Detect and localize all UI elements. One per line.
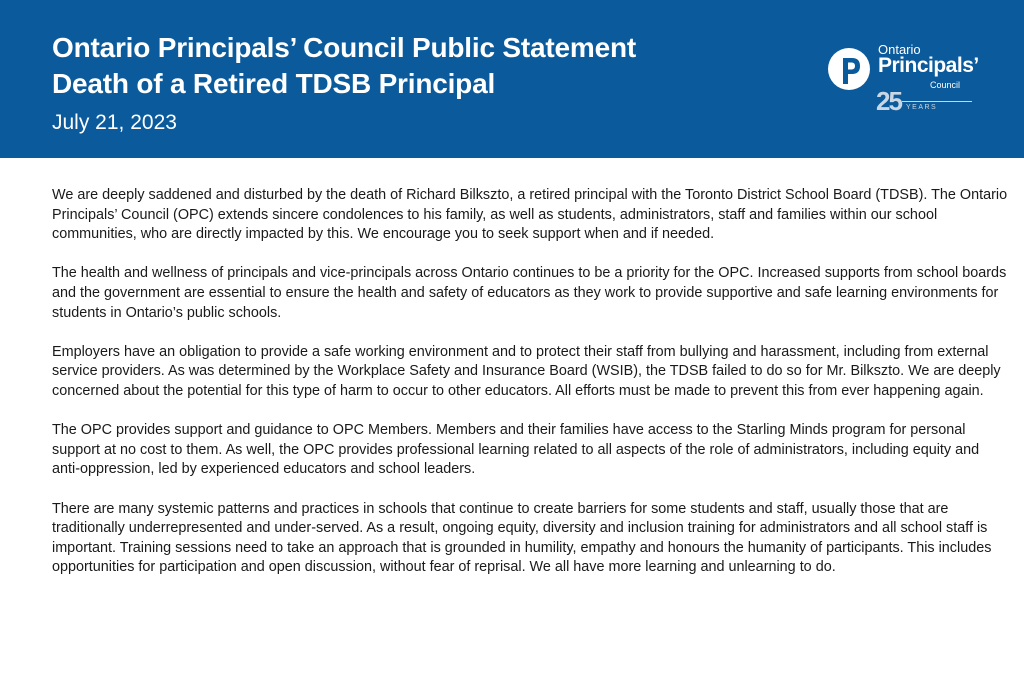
header-banner bbox=[0, 0, 1024, 158]
logo-divider bbox=[902, 101, 972, 102]
logo-principals-text: Principals’ bbox=[878, 54, 979, 77]
logo-25-years-number: 25 bbox=[876, 86, 901, 116]
p-mark-icon bbox=[826, 46, 872, 92]
logo-council-text: Council bbox=[930, 80, 961, 90]
paragraph: Employers have an obligation to provide a safe working environment and to protect their staff from bullying and harassment, including from external service providers. As was determined by the Workplace Safety and Insurance Board (WSIB), the TDSB failed to do so for Mr. Bilkszto. We are deeply concerned about the potential for this type of harm to occur to other educators. All efforts must be made to prevent this from ever happening again. bbox=[52, 343, 1001, 399]
paragraph: We are deeply saddened and disturbed by the death of Richard Bilkszto, a retired principal with the Toronto District School Board (TDSB). The Ontario Principals’ Council (OPC) extends sincere condolences to his family, as well as students, administrators, staff and families within our school communities, who are directly impacted by this. We encourage you to seek support when and if needed. bbox=[52, 187, 1008, 243]
logo-ontario-text: Ontario bbox=[878, 42, 921, 57]
statement-body bbox=[52, 186, 1008, 597]
paragraph: There are many systemic patterns and practices in schools that continue to create barriers for some students and staff, usually those that are traditionally underrepresented and under-served. As a result, ongoing equity, diversity and inclusion training for administrators and all school staff is important. Training sessions need to take an approach that is grounded in humility, empathy and honours the humanity of participants. This includes opportunities for participation and open discussion, without fear of reprisal. We all have more learning and unlearning to do. bbox=[52, 500, 992, 576]
logo-years-text: YEARS bbox=[906, 104, 938, 111]
page-title bbox=[52, 30, 636, 102]
title-line-1: Ontario Principals’ Council Public Statement bbox=[52, 32, 636, 63]
paragraph: The OPC provides support and guidance to OPC Members. Members and their families have access to the Starling Minds program for personal support at no cost to them. As well, the OPC provides professional learning related to all aspects of the role of administrators, including equity and anti-oppression, led by experienced educators and school leaders. bbox=[52, 422, 980, 478]
statement-date: July 21, 2023 bbox=[52, 111, 177, 134]
title-line-2: Death of a Retired TDSB Principal bbox=[52, 68, 496, 99]
paragraph: The health and wellness of principals and vice-principals across Ontario continues to be a priority for the OPC. Increased supports from school boards and the government are essential to ensure the health and safety of educators as they work to provide supportive and safe learning environments for students in Ontario’s public schools. bbox=[52, 265, 1007, 321]
opc-logo bbox=[826, 42, 979, 122]
